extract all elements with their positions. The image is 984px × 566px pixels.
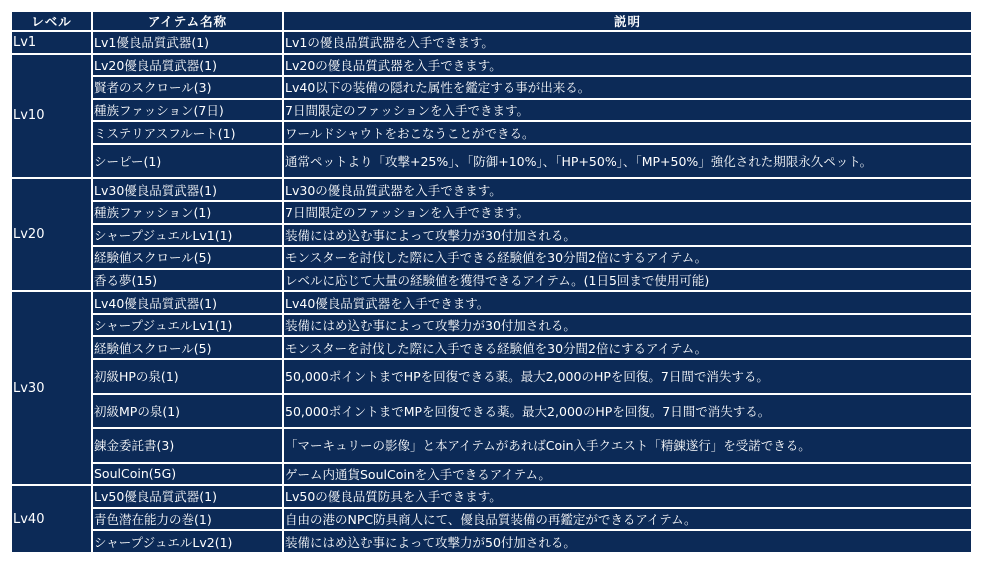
reward-table [10, 10, 973, 554]
item-description-cell: Lv20の優良品質武器を入手できます。 [284, 55, 971, 76]
table-row [12, 122, 971, 143]
level-cell: Lv10 [12, 55, 91, 178]
table-row [12, 145, 971, 178]
item-description-cell: Lv50の優良品質防具を入手できます。 [284, 486, 971, 507]
table-row [12, 395, 971, 428]
item-description-cell: レベルに応じて大量の経験値を獲得できるアイテム。(1日5回まで使用可能) [284, 270, 971, 291]
table-row [12, 509, 971, 530]
item-name-cell: シャープジュエルLv2(1) [93, 531, 282, 552]
item-name-cell: 種族ファッション(1) [93, 202, 282, 223]
table-row [12, 32, 971, 53]
item-name-cell: 香る夢(15) [93, 270, 282, 291]
item-description-cell: 7日間限定のファッションを入手できます。 [284, 202, 971, 223]
header-description: 説明 [284, 12, 971, 30]
table-row [12, 486, 971, 507]
header-level: レベル [12, 12, 91, 30]
table-row [12, 315, 971, 336]
item-name-cell: シャープジュエルLv1(1) [93, 315, 282, 336]
table-row [12, 270, 971, 291]
item-name-cell: SoulCoin(5G) [93, 464, 282, 485]
item-description-cell: 「マーキュリーの影像」と本アイテムがあればCoin入手クエスト「精錬遂行」を受諾できる。 [284, 429, 971, 462]
table-row [12, 247, 971, 268]
item-description-cell: 自由の港のNPC防具商人にて、優良品質装備の再鑑定ができるアイテム。 [284, 509, 971, 530]
item-description-cell: Lv40優良品質武器を入手できます。 [284, 292, 971, 313]
item-name-cell: シーピー(1) [93, 145, 282, 178]
item-name-cell: 経験値スクロール(5) [93, 337, 282, 358]
item-description-cell: 7日間限定のファッションを入手できます。 [284, 100, 971, 121]
item-description-cell: Lv40以下の装備の隠れた属性を鑑定する事が出来る。 [284, 77, 971, 98]
item-name-cell: 錬金委託書(3) [93, 429, 282, 462]
level-cell: Lv20 [12, 179, 91, 290]
table-row [12, 360, 971, 393]
table-row [12, 202, 971, 223]
item-name-cell: Lv20優良品質武器(1) [93, 55, 282, 76]
item-description-cell: 50,000ポイントまでHPを回復できる薬。最大2,000のHPを回復。7日間で消失する。 [284, 360, 971, 393]
table-row [12, 179, 971, 200]
item-name-cell: 初級HPの泉(1) [93, 360, 282, 393]
item-name-cell: シャープジュエルLv1(1) [93, 225, 282, 246]
item-name-cell: Lv1優良品質武器(1) [93, 32, 282, 53]
level-cell: Lv1 [12, 32, 91, 53]
item-description-cell: Lv1の優良品質武器を入手できます。 [284, 32, 971, 53]
item-name-cell: Lv30優良品質武器(1) [93, 179, 282, 200]
table-header-row [12, 12, 971, 30]
item-name-cell: Lv50優良品質武器(1) [93, 486, 282, 507]
item-description-cell: 通常ペットより「攻撃+25%」、「防御+10%」、「HP+50%」、「MP+50%」強化された期限永久ペット。 [284, 145, 971, 178]
table-row [12, 531, 971, 552]
level-cell: Lv40 [12, 486, 91, 552]
item-name-cell: Lv40優良品質武器(1) [93, 292, 282, 313]
item-description-cell: モンスターを討伐した際に入手できる経験値を30分間2倍にするアイテム。 [284, 247, 971, 268]
item-name-cell: 賢者のスクロール(3) [93, 77, 282, 98]
item-description-cell: 装備にはめ込む事によって攻撃力が50付加される。 [284, 531, 971, 552]
item-description-cell: Lv30の優良品質武器を入手できます。 [284, 179, 971, 200]
item-name-cell: 初級MPの泉(1) [93, 395, 282, 428]
item-name-cell: 種族ファッション(7日) [93, 100, 282, 121]
table-body [12, 32, 971, 552]
item-table-container [10, 10, 973, 554]
table-row [12, 55, 971, 76]
table-row [12, 464, 971, 485]
level-cell: Lv30 [12, 292, 91, 484]
item-description-cell: 装備にはめ込む事によって攻撃力が30付加される。 [284, 315, 971, 336]
table-row [12, 337, 971, 358]
item-description-cell: 装備にはめ込む事によって攻撃力が30付加される。 [284, 225, 971, 246]
header-item-name: アイテム名称 [93, 12, 282, 30]
table-row [12, 292, 971, 313]
item-description-cell: 50,000ポイントまでMPを回復できる薬。最大2,000のHPを回復。7日間で消失する。 [284, 395, 971, 428]
item-name-cell: ミステリアスフルート(1) [93, 122, 282, 143]
item-name-cell: 青色潜在能力の巻(1) [93, 509, 282, 530]
table-row [12, 100, 971, 121]
item-description-cell: ワールドシャウトをおこなうことができる。 [284, 122, 971, 143]
table-row [12, 225, 971, 246]
table-row [12, 429, 971, 462]
item-description-cell: ゲーム内通貨SoulCoinを入手できるアイテム。 [284, 464, 971, 485]
item-description-cell: モンスターを討伐した際に入手できる経験値を30分間2倍にするアイテム。 [284, 337, 971, 358]
item-name-cell: 経験値スクロール(5) [93, 247, 282, 268]
table-row [12, 77, 971, 98]
